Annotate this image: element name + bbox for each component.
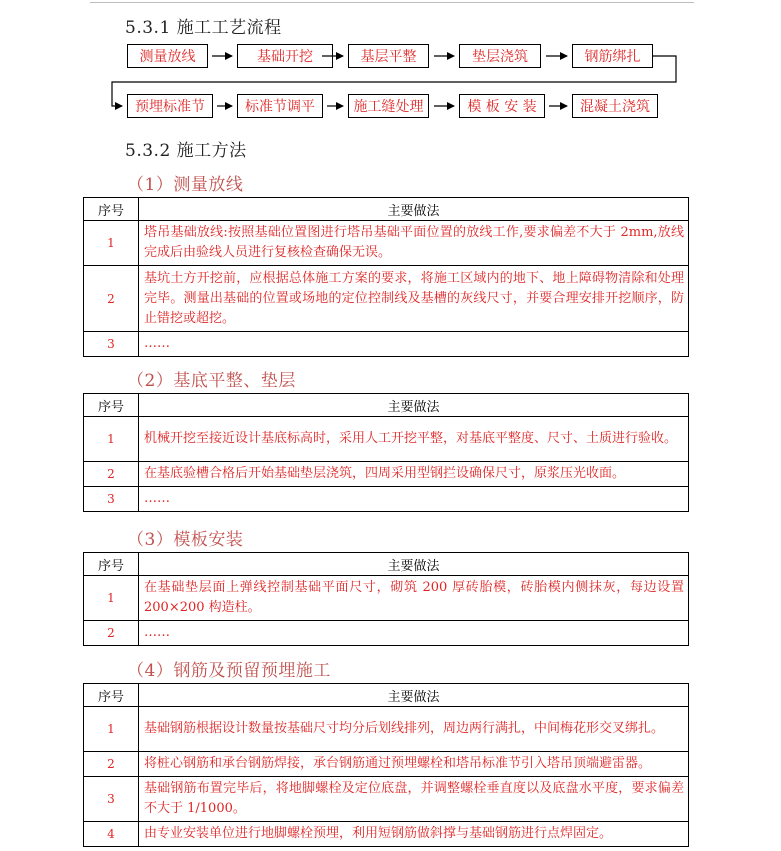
- row-text: ……: [139, 621, 689, 646]
- table-header-row: [84, 198, 689, 221]
- row-number: 1: [84, 221, 139, 266]
- flow-step-6: 预埋标准节: [127, 94, 213, 118]
- flow-step-9: 模 板 安 装: [459, 94, 545, 118]
- row-number: 2: [84, 266, 139, 332]
- row-number: 4: [84, 822, 139, 847]
- section-number: 5.3.1: [125, 18, 171, 38]
- flow-step-7: 标准节调平: [237, 94, 323, 118]
- row-text: 在基础垫层面上弹线控制基础平面尺寸，砌筑 200 厚砖胎模，砖胎模内侧抹灰，每边设置 200×200 构造柱。: [139, 576, 689, 621]
- table-row: [84, 266, 689, 332]
- flow-step-5: 钢筋绑扎: [572, 44, 653, 68]
- subsection-heading-3: （3）模板安装: [127, 530, 244, 550]
- row-number: 1: [84, 576, 139, 621]
- table-row: [84, 752, 689, 777]
- col-header-method: 主要做法: [139, 394, 689, 417]
- method-table-3: [83, 552, 689, 646]
- table-header-row: [84, 684, 689, 707]
- subsection-heading-4: （4）钢筋及预留预埋施工: [127, 661, 331, 681]
- flow-step-4: 垫层浇筑: [459, 44, 541, 68]
- row-number: 3: [84, 777, 139, 822]
- row-text: 塔吊基础放线:按照基础位置图进行塔吊基础平面位置的放线工作,要求偏差不大于 2mm,放线完成后由验线人员进行复核检查确保无误。: [139, 221, 689, 266]
- table-row: [84, 707, 689, 752]
- row-number: 2: [84, 621, 139, 646]
- section-heading-532: [125, 136, 247, 161]
- table-row: [84, 221, 689, 266]
- row-number: 3: [84, 332, 139, 357]
- col-header-no: 序号: [84, 553, 139, 576]
- col-header-no: 序号: [84, 684, 139, 707]
- table-row: [84, 332, 689, 357]
- table-header-row: [84, 553, 689, 576]
- col-header-method: 主要做法: [139, 198, 689, 221]
- row-text: 将桩心钢筋和承台钢筋焊接，承台钢筋通过预埋螺栓和塔吊标准节引入塔吊顶端避雷器。: [139, 752, 689, 777]
- flow-step-3: 基层平整: [348, 44, 429, 68]
- row-text: ……: [139, 487, 689, 512]
- row-text: 由专业安装单位进行地脚螺栓预埋，利用短钢筋做斜撑与基础钢筋进行点焊固定。: [139, 822, 689, 847]
- col-header-method: 主要做法: [139, 553, 689, 576]
- flow-step-10: 混凝土浇筑: [572, 94, 658, 118]
- flow-connectors: [0, 0, 781, 140]
- subsection-heading-1: （1）测量放线: [127, 175, 244, 195]
- row-text: 基坑土方开挖前，应根据总体施工方案的要求，将施工区域内的地下、地上障碍物清除和处理完毕。测量出基础的位置或场地的定位控制线及基槽的灰线尺寸，并要合理安排开挖顺序，防止错挖或超挖。: [139, 266, 689, 332]
- table-row: [84, 777, 689, 822]
- method-table-1: [83, 197, 689, 357]
- table-row: [84, 621, 689, 646]
- row-text: 在基底验槽合格后开始基础垫层浇筑，四周采用型钢拦设确保尺寸，原浆压光收面。: [139, 462, 689, 487]
- col-header-method: 主要做法: [139, 684, 689, 707]
- col-header-no: 序号: [84, 198, 139, 221]
- table-row: [84, 462, 689, 487]
- section-title: 施工工艺流程: [176, 18, 282, 38]
- flow-step-2: 基础开挖: [237, 44, 333, 68]
- flow-step-8: 施工缝处理: [348, 94, 429, 118]
- table-header-row: [84, 394, 689, 417]
- col-header-no: 序号: [84, 394, 139, 417]
- table-row: [84, 487, 689, 512]
- row-number: 1: [84, 707, 139, 752]
- table-row: [84, 822, 689, 847]
- row-text: 基础钢筋布置完毕后，将地脚螺栓及定位底盘，并调整螺栓垂直度以及底盘水平度，要求偏差不大于 1/1000。: [139, 777, 689, 822]
- method-table-4: [83, 683, 689, 847]
- row-text: 机械开挖至接近设计基底标高时，采用人工开挖平整，对基底平整度、尺寸、土质进行验收。: [139, 417, 689, 462]
- table-row: [84, 417, 689, 462]
- table-row: [84, 576, 689, 621]
- row-number: 2: [84, 752, 139, 777]
- row-number: 1: [84, 417, 139, 462]
- section-number: 5.3.2: [125, 141, 171, 161]
- row-text: ……: [139, 332, 689, 357]
- method-table-2: [83, 393, 689, 512]
- row-number: 2: [84, 462, 139, 487]
- row-text: 基础钢筋根据设计数量按基础尺寸均分后划线排列，周边两行满扎，中间梅花形交叉绑扎。: [139, 707, 689, 752]
- flow-step-1: 测量放线: [127, 44, 208, 68]
- section-title: 施工方法: [176, 141, 247, 161]
- subsection-heading-2: （2）基底平整、垫层: [127, 371, 296, 391]
- row-number: 3: [84, 487, 139, 512]
- flow-wrap-connector: [112, 56, 676, 106]
